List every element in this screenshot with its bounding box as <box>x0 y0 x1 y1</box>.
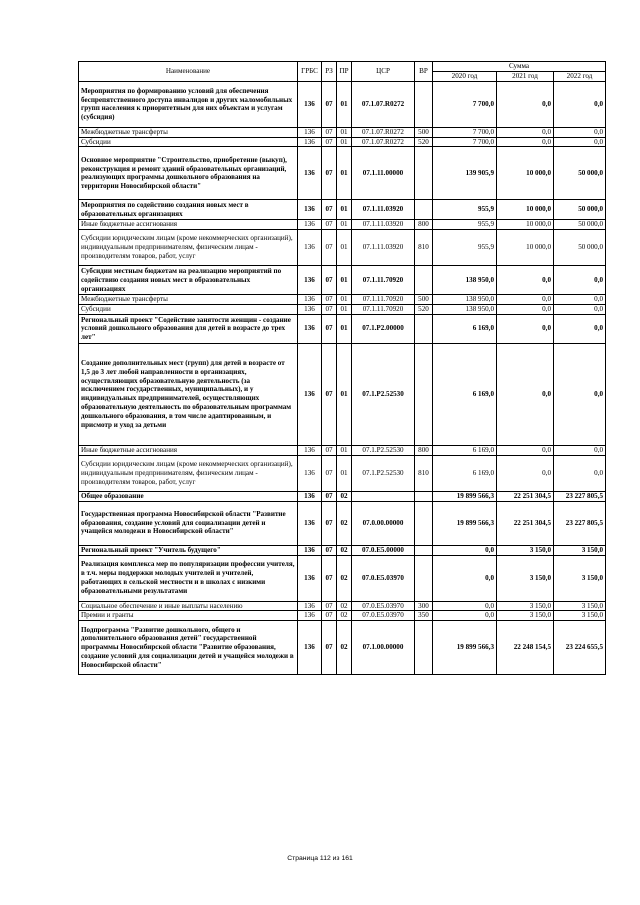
cell-rz: 07 <box>322 491 337 501</box>
cell-csr: 07.1.00.00000 <box>352 621 415 675</box>
table-row <box>79 200 606 220</box>
cell-csr: 07.1.11.03920 <box>352 200 415 220</box>
col-rz-header: РЗ <box>322 62 337 82</box>
cell-2021: 22 251 304,5 <box>497 491 554 501</box>
cell-rz: 07 <box>322 343 337 445</box>
table-row <box>79 545 606 555</box>
cell-vr: 800 <box>415 220 433 230</box>
cell-grbs: 136 <box>298 230 322 266</box>
cell-rz: 07 <box>322 81 337 127</box>
cell-pr: 02 <box>337 601 352 611</box>
cell-name: Реализация комплекса мер по популяризации профессии учителя, в т.ч. меры поддержки молодых учителей и учителей, работающих в сельской местности и в школах с низкими образовательными результатами <box>79 555 298 601</box>
cell-csr: 07.0.E5.03970 <box>352 601 415 611</box>
cell-pr: 01 <box>337 295 352 305</box>
cell-pr: 01 <box>337 455 352 491</box>
col-2020-header: 2020 год <box>433 71 497 81</box>
cell-rz: 07 <box>322 295 337 305</box>
cell-pr: 01 <box>337 220 352 230</box>
cell-csr: 07.0.E5.03970 <box>352 555 415 601</box>
cell-2020: 138 950,0 <box>433 304 497 314</box>
table-row <box>79 445 606 455</box>
cell-2020: 138 950,0 <box>433 266 497 295</box>
table-row <box>79 266 606 295</box>
cell-name: Субсидии юридическим лицам (кроме некоммерческих организаций), индивидуальным предпринимателям, физическим лицам - производителям товаров, работ, услуг <box>79 230 298 266</box>
cell-grbs: 136 <box>298 200 322 220</box>
budget-table <box>78 61 606 675</box>
cell-2020: 955,9 <box>433 200 497 220</box>
cell-2020: 0,0 <box>433 545 497 555</box>
cell-pr: 01 <box>337 304 352 314</box>
cell-pr: 01 <box>337 81 352 127</box>
cell-name: Общее образование <box>79 491 298 501</box>
table-row <box>79 230 606 266</box>
cell-name: Государственная программа Новосибирской области "Развитие образования, создание условий для социализации детей и учащейся молодежи в Новосибирской области" <box>79 501 298 545</box>
cell-csr: 07.0.00.00000 <box>352 501 415 545</box>
cell-vr <box>415 147 433 200</box>
col-2021-header: 2021 год <box>497 71 554 81</box>
cell-vr: 520 <box>415 304 433 314</box>
cell-name: Региональный проект "Учитель будущего" <box>79 545 298 555</box>
cell-rz: 07 <box>322 501 337 545</box>
cell-2020: 139 905,9 <box>433 147 497 200</box>
cell-vr <box>415 491 433 501</box>
cell-2021: 0,0 <box>497 137 554 147</box>
cell-csr: 07.1.P2.52530 <box>352 445 415 455</box>
cell-name: Мероприятия по содействию создания новых мест в образовательных организациях <box>79 200 298 220</box>
cell-grbs: 136 <box>298 266 322 295</box>
table-row <box>79 81 606 127</box>
cell-2021: 0,0 <box>497 295 554 305</box>
cell-name: Мероприятия по формированию условий для обеспечения беспрепятственного доступа инвалидов и других маломобильных групп населения к приоритетным для них объектам и услугам (субсидия) <box>79 81 298 127</box>
cell-2020: 6 169,0 <box>433 455 497 491</box>
cell-rz: 07 <box>322 545 337 555</box>
cell-2020: 7 700,0 <box>433 81 497 127</box>
cell-rz: 07 <box>322 200 337 220</box>
cell-csr <box>352 491 415 501</box>
cell-2022: 50 000,0 <box>554 230 606 266</box>
cell-vr <box>415 501 433 545</box>
cell-2020: 955,9 <box>433 220 497 230</box>
cell-vr <box>415 621 433 675</box>
cell-grbs: 136 <box>298 455 322 491</box>
cell-2020: 0,0 <box>433 611 497 621</box>
cell-rz: 07 <box>322 601 337 611</box>
col-name-header: Наименование <box>79 62 298 82</box>
col-vr-header: ВР <box>415 62 433 82</box>
cell-name: Субсидии юридическим лицам (кроме некоммерческих организаций), индивидуальным предпринимателям, физическим лицам - производителям товаров, работ, услуг <box>79 455 298 491</box>
cell-name: Субсидии <box>79 304 298 314</box>
cell-grbs: 136 <box>298 81 322 127</box>
cell-rz: 07 <box>322 230 337 266</box>
cell-vr: 500 <box>415 295 433 305</box>
cell-vr: 800 <box>415 445 433 455</box>
cell-grbs: 136 <box>298 611 322 621</box>
cell-2020: 0,0 <box>433 601 497 611</box>
cell-csr: 07.1.11.03920 <box>352 230 415 266</box>
cell-csr: 07.1.11.70920 <box>352 304 415 314</box>
cell-2021: 22 251 304,5 <box>497 501 554 545</box>
cell-2020: 6 169,0 <box>433 314 497 343</box>
cell-vr: 350 <box>415 611 433 621</box>
cell-pr: 01 <box>337 445 352 455</box>
cell-2022: 0,0 <box>554 445 606 455</box>
cell-pr: 02 <box>337 545 352 555</box>
cell-2021: 0,0 <box>497 455 554 491</box>
cell-vr <box>415 314 433 343</box>
cell-rz: 07 <box>322 621 337 675</box>
cell-2020: 0,0 <box>433 555 497 601</box>
cell-pr: 02 <box>337 501 352 545</box>
cell-2021: 10 000,0 <box>497 147 554 200</box>
cell-pr: 01 <box>337 266 352 295</box>
cell-csr: 07.1.P2.00000 <box>352 314 415 343</box>
cell-name: Основное мероприятие "Строительство, приобретение (выкуп), реконструкция и ремонт зданий образовательных организаций, реализующих программы дошкольного образования на территории Новосибирской области" <box>79 147 298 200</box>
cell-grbs: 136 <box>298 501 322 545</box>
cell-2020: 7 700,0 <box>433 127 497 137</box>
cell-rz: 07 <box>322 555 337 601</box>
cell-rz: 07 <box>322 266 337 295</box>
cell-rz: 07 <box>322 445 337 455</box>
cell-csr: 07.1.11.70920 <box>352 295 415 305</box>
cell-2022: 3 150,0 <box>554 611 606 621</box>
cell-name: Субсидии местным бюджетам на реализацию мероприятий по содействию создания новых мест в образовательных организациях <box>79 266 298 295</box>
col-csr-header: ЦСР <box>352 62 415 82</box>
cell-vr <box>415 266 433 295</box>
table-row <box>79 127 606 137</box>
cell-2021: 0,0 <box>497 81 554 127</box>
table-row <box>79 601 606 611</box>
cell-2021: 3 150,0 <box>497 555 554 601</box>
cell-name: Социальное обеспечение и иные выплаты населению <box>79 601 298 611</box>
cell-2020: 955,9 <box>433 230 497 266</box>
cell-name: Региональный проект "Содействие занятости женщин - создание условий дошкольного образования для детей в возрасте до трех лет" <box>79 314 298 343</box>
col-pr-header: ПР <box>337 62 352 82</box>
cell-2022: 23 227 805,5 <box>554 491 606 501</box>
cell-rz: 07 <box>322 611 337 621</box>
cell-csr: 07.1.07.R0272 <box>352 81 415 127</box>
cell-2021: 0,0 <box>497 445 554 455</box>
cell-pr: 01 <box>337 147 352 200</box>
cell-2022: 0,0 <box>554 266 606 295</box>
cell-2022: 0,0 <box>554 455 606 491</box>
cell-grbs: 136 <box>298 304 322 314</box>
cell-rz: 07 <box>322 137 337 147</box>
cell-pr: 02 <box>337 611 352 621</box>
cell-vr: 300 <box>415 601 433 611</box>
page-number: Страница 112 из 161 <box>287 855 353 862</box>
cell-rz: 07 <box>322 147 337 200</box>
col-grbs-header: ГРБС <box>298 62 322 82</box>
cell-2020: 6 169,0 <box>433 445 497 455</box>
cell-2021: 0,0 <box>497 314 554 343</box>
cell-rz: 07 <box>322 127 337 137</box>
cell-vr: 810 <box>415 230 433 266</box>
cell-name: Иные бюджетные ассигнования <box>79 220 298 230</box>
table-row <box>79 455 606 491</box>
cell-2022: 0,0 <box>554 343 606 445</box>
cell-csr: 07.0.E5.03970 <box>352 611 415 621</box>
cell-grbs: 136 <box>298 491 322 501</box>
cell-2020: 19 899 566,3 <box>433 621 497 675</box>
cell-csr: 07.1.11.00000 <box>352 147 415 200</box>
cell-name: Межбюджетные трансферты <box>79 127 298 137</box>
cell-2022: 0,0 <box>554 304 606 314</box>
cell-2022: 23 227 805,5 <box>554 501 606 545</box>
cell-2020: 6 169,0 <box>433 343 497 445</box>
table-row <box>79 343 606 445</box>
cell-2021: 0,0 <box>497 127 554 137</box>
cell-pr: 01 <box>337 314 352 343</box>
cell-name: Премии и гранты <box>79 611 298 621</box>
cell-2022: 3 150,0 <box>554 545 606 555</box>
table-row <box>79 621 606 675</box>
table-row <box>79 501 606 545</box>
cell-vr <box>415 200 433 220</box>
cell-2022: 3 150,0 <box>554 555 606 601</box>
cell-2021: 0,0 <box>497 266 554 295</box>
table-row <box>79 555 606 601</box>
cell-rz: 07 <box>322 455 337 491</box>
cell-grbs: 136 <box>298 127 322 137</box>
cell-vr: 500 <box>415 127 433 137</box>
cell-grbs: 136 <box>298 147 322 200</box>
cell-2022: 23 224 655,5 <box>554 621 606 675</box>
table-row <box>79 137 606 147</box>
cell-name: Создание дополнительных мест (групп) для детей в возрасте от 1,5 до 3 лет любой направленности в организациях, осуществляющих образовательную деятельность (за исключением государственных, муниципальных), и у индивидуальных предпринимателей, осуществляющих образовательную деятельность по образовательным программам дошкольного образования, в том числе адаптированным, и присмотр и уход за детьми <box>79 343 298 445</box>
cell-csr: 07.0.E5.00000 <box>352 545 415 555</box>
col-2022-header: 2022 год <box>554 71 606 81</box>
col-sum-header: Сумма <box>433 62 606 72</box>
cell-csr: 07.1.11.70920 <box>352 266 415 295</box>
cell-2021: 3 150,0 <box>497 601 554 611</box>
cell-csr: 07.1.11.03920 <box>352 220 415 230</box>
cell-name: Иные бюджетные ассигнования <box>79 445 298 455</box>
cell-2021: 3 150,0 <box>497 611 554 621</box>
cell-2022: 50 000,0 <box>554 220 606 230</box>
cell-name: Субсидии <box>79 137 298 147</box>
cell-pr: 02 <box>337 621 352 675</box>
cell-vr: 520 <box>415 137 433 147</box>
cell-grbs: 136 <box>298 555 322 601</box>
cell-csr: 07.1.07.R0272 <box>352 127 415 137</box>
cell-rz: 07 <box>322 304 337 314</box>
cell-pr: 02 <box>337 555 352 601</box>
table-row <box>79 491 606 501</box>
cell-2021: 0,0 <box>497 304 554 314</box>
table-row <box>79 220 606 230</box>
cell-2022: 0,0 <box>554 314 606 343</box>
cell-grbs: 136 <box>298 314 322 343</box>
cell-pr: 01 <box>337 137 352 147</box>
cell-2021: 3 150,0 <box>497 545 554 555</box>
cell-2021: 0,0 <box>497 343 554 445</box>
cell-pr: 02 <box>337 491 352 501</box>
cell-2020: 19 899 566,3 <box>433 501 497 545</box>
cell-grbs: 136 <box>298 220 322 230</box>
cell-vr <box>415 545 433 555</box>
cell-vr <box>415 81 433 127</box>
cell-rz: 07 <box>322 314 337 343</box>
table-header <box>79 62 606 82</box>
table-body <box>79 81 606 674</box>
table-row <box>79 147 606 200</box>
table-row <box>79 314 606 343</box>
cell-grbs: 136 <box>298 621 322 675</box>
cell-grbs: 136 <box>298 601 322 611</box>
cell-2020: 7 700,0 <box>433 137 497 147</box>
cell-2020: 19 899 566,3 <box>433 491 497 501</box>
table-row <box>79 304 606 314</box>
cell-grbs: 136 <box>298 545 322 555</box>
cell-2021: 10 000,0 <box>497 200 554 220</box>
cell-grbs: 136 <box>298 137 322 147</box>
cell-2022: 50 000,0 <box>554 200 606 220</box>
cell-csr: 07.1.07.R0272 <box>352 137 415 147</box>
cell-pr: 01 <box>337 343 352 445</box>
cell-vr: 810 <box>415 455 433 491</box>
cell-2021: 10 000,0 <box>497 220 554 230</box>
cell-2020: 138 950,0 <box>433 295 497 305</box>
cell-2021: 10 000,0 <box>497 230 554 266</box>
cell-2022: 0,0 <box>554 137 606 147</box>
cell-2021: 22 248 154,5 <box>497 621 554 675</box>
cell-pr: 01 <box>337 230 352 266</box>
cell-2022: 3 150,0 <box>554 601 606 611</box>
cell-rz: 07 <box>322 220 337 230</box>
cell-grbs: 136 <box>298 445 322 455</box>
cell-2022: 0,0 <box>554 81 606 127</box>
cell-name: Межбюджетные трансферты <box>79 295 298 305</box>
table-row <box>79 295 606 305</box>
cell-name: Подпрограмма "Развитие дошкольного, общего и дополнительного образования детей" государственной программы Новосибирской области "Развитие образования, создание условий для социализации детей и учащейся молодежи в Новосибирской области" <box>79 621 298 675</box>
cell-csr: 07.1.P2.52530 <box>352 455 415 491</box>
cell-pr: 01 <box>337 127 352 137</box>
table-row <box>79 611 606 621</box>
cell-grbs: 136 <box>298 295 322 305</box>
cell-vr <box>415 343 433 445</box>
cell-csr: 07.1.P2.52530 <box>352 343 415 445</box>
cell-pr: 01 <box>337 200 352 220</box>
cell-2022: 50 000,0 <box>554 147 606 200</box>
cell-grbs: 136 <box>298 343 322 445</box>
cell-2022: 0,0 <box>554 127 606 137</box>
cell-2022: 0,0 <box>554 295 606 305</box>
cell-vr <box>415 555 433 601</box>
